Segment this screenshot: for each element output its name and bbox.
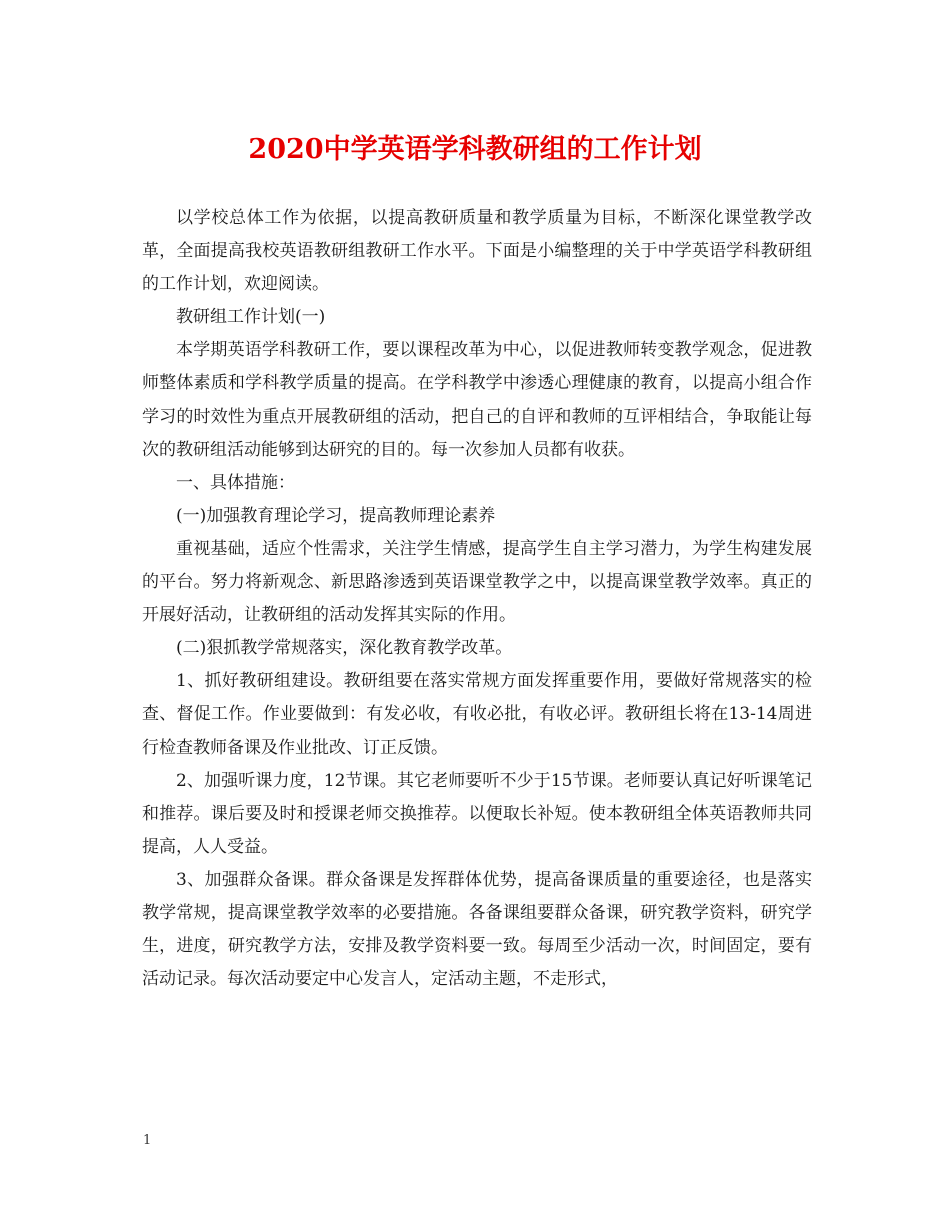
paragraph-overview: 本学期英语学科教研工作，要以课程改革为中心，以促进教师转变教学观念，促进教师整体素质和学科教学质量的提高。在学科教学中渗透心理健康的教育，以提高小组合作学习的时效性为重点开展教研组的活动，把自己的自评和教师的互评相结合，争取能让每次的教研组活动能够到达研究的目的。每一次参加人员都有收获。 — [142, 340, 812, 460]
page-number: 1 — [143, 1133, 152, 1148]
paragraph-section-heading: 教研组工作计划(一) — [176, 307, 326, 328]
paragraph-intro: 以学校总体工作为依据，以提高教研质量和教学质量为目标，不断深化课堂教学改革，全面提高我校英语教研组教研工作水平。下面是小编整理的关于中学英语学科教研组的工作计划，欢迎阅读。 — [142, 208, 812, 295]
document-title: 2020中学英语学科教研组的工作计划 — [248, 134, 702, 165]
paragraph-subheading-2: (二)狠抓教学常规落实，深化教育教学改革。 — [176, 638, 513, 659]
paragraph-theory: 重视基础，适应个性需求，关注学生情感，提高学生自主学习潜力，为学生构建发展的平台。努力将新观念、新思路渗透到英语课堂教学之中，以提高课堂教学效率。真正的开展好活动，让教研组的活动发挥其实际的作用。 — [142, 538, 812, 626]
paragraph-item-2: 2、加强听课力度，12节课。其它老师要听不少于15节课。老师要认真记好听课笔记和推荐。课后要及时和授课老师交换推荐。以便取长补短。使本教研组全体英语教师共同提高，人人受益。 — [142, 770, 812, 857]
paragraph-item-3: 3、加强群众备课。群众备课是发挥群体优势，提高备课质量的重要途径，也是落实教学常规，提高课堂教学效率的必要措施。各备课组要群众备课，研究教学资料，研究学生，进度，研究教学方法，安排及教学资料要一致。每周至少活动一次，时间固定，要有活动记录。每次活动要定中心发言人，定活动主题，不走形式， — [142, 869, 812, 990]
paragraph-measures-heading: 一、具体措施： — [176, 472, 295, 493]
document-body — [142, 202, 812, 996]
paragraph-subheading-1: (一)加强教育理论学习，提高教师理论素养 — [176, 505, 496, 526]
paragraph-item-1: 1、抓好教研组建设。教研组要在落实常规方面发挥重要作用，要做好常规落实的检查、督促工作。作业要做到：有发必收，有收必批，有收必评。教研组长将在13-14周进行检查教师备课及作业批改、订正反馈。 — [142, 671, 812, 758]
